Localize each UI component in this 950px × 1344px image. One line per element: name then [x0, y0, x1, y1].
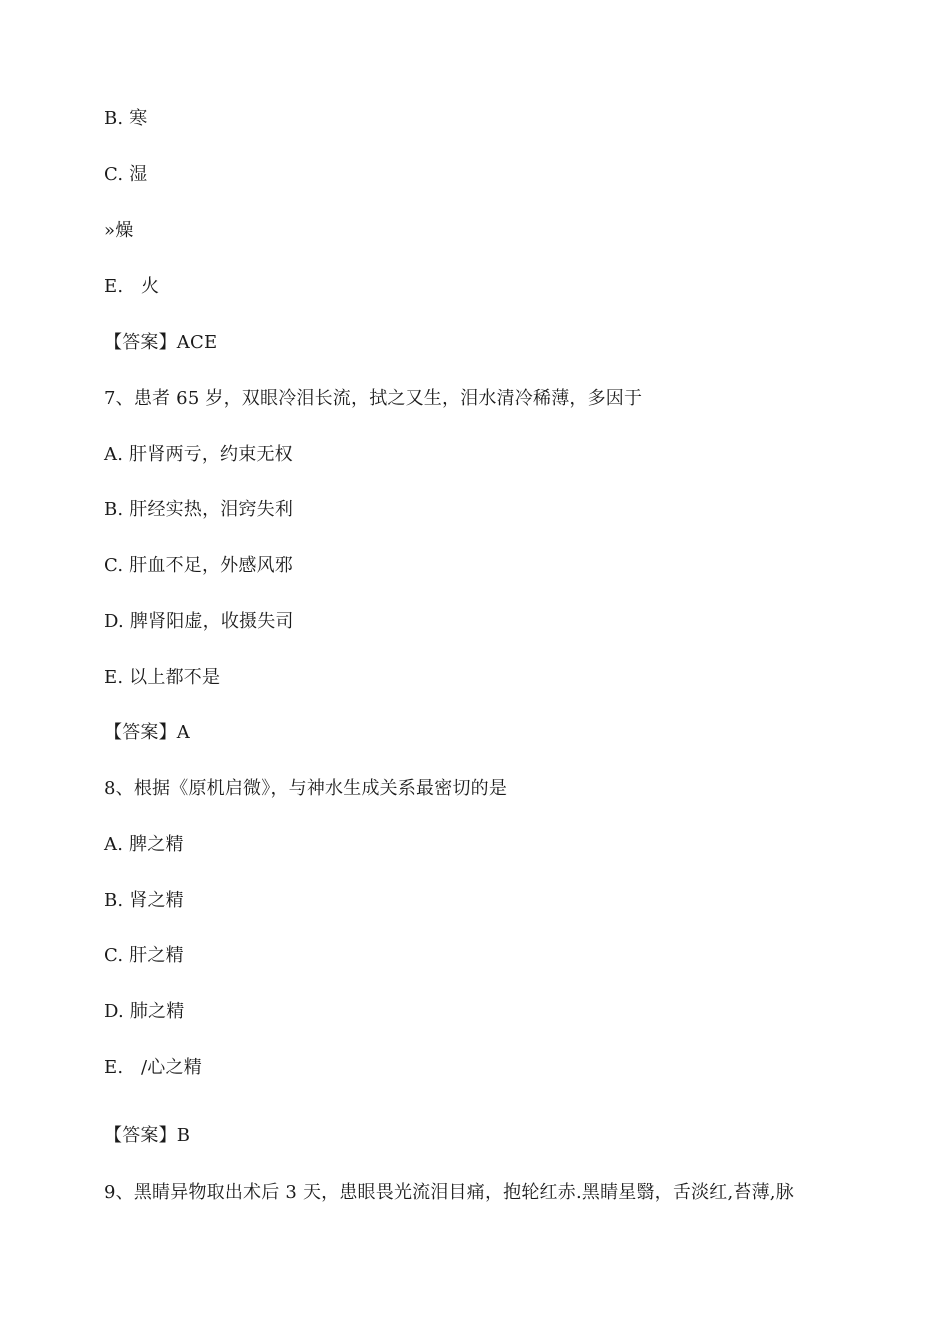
option-e: E. 火: [104, 276, 160, 297]
option-d: »燥: [104, 220, 134, 241]
question-8: 8、根据《原机启微》，与神水生成关系最密切的是: [104, 778, 508, 799]
q8-option-c: C. 肝之精: [104, 945, 184, 966]
q7-option-b: B. 肝经实热，泪窍失利: [104, 499, 294, 520]
q7-option-e: E. 以上都不是: [104, 667, 221, 688]
q8-option-b: B. 肾之精: [104, 890, 184, 911]
question-7: 7、患者 65 岁，双眼冷泪长流，拭之又生，泪水清冷稀薄，多因于: [104, 388, 643, 409]
answer-q8: 【答案】B: [104, 1125, 191, 1146]
answer-q7: 【答案】A: [104, 722, 190, 743]
option-c: C. 湿: [104, 164, 148, 185]
q8-option-d: D. 肺之精: [104, 1001, 185, 1022]
answer-q6: 【答案】ACE: [104, 332, 218, 353]
question-9: 9、黑睛异物取出术后 3 天，患眼畏光流泪目痛，抱轮红赤.黑睛星翳，舌淡红,苔薄,脉: [104, 1182, 794, 1203]
q8-option-e: E. /心之精: [104, 1057, 202, 1078]
q7-option-d: D. 脾肾阳虚，收摄失司: [104, 611, 294, 632]
q7-option-c: C. 肝血不足，外感风邪: [104, 555, 293, 576]
q8-option-a: A. 脾之精: [104, 834, 184, 855]
option-b: B. 寒: [104, 108, 148, 129]
q7-option-a: A. 肝肾两亏，约束无权: [104, 444, 293, 465]
